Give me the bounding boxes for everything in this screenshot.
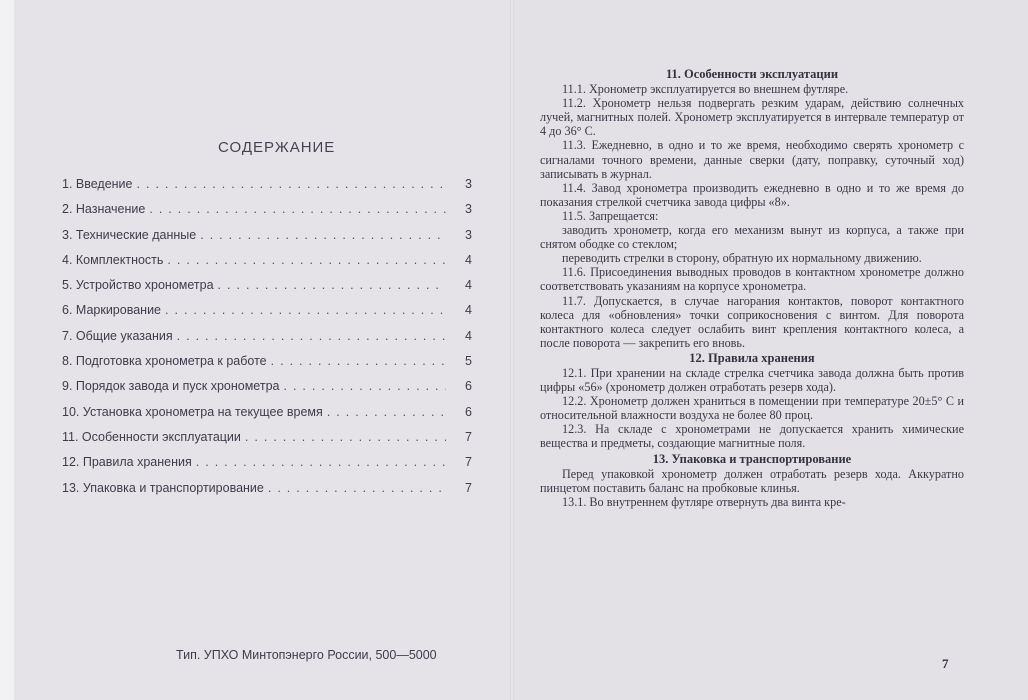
leader-dots [173,329,446,343]
contents-item-page: 4 [465,252,472,267]
contents-item-label: 2. Назначение [62,202,146,217]
paragraph-11-3: 11.3. Ежедневно, в одно и то же время, необходимо сверять хронометр с сигналами точного времени, данные сверки (дату, поправку, суточный ход) записывать в журнал. [540,138,964,181]
contents-item-page: 4 [465,278,472,293]
paragraph-11-5: 11.5. Запрещается: [562,208,659,223]
contents-item-page: 3 [465,227,472,242]
contents-item [62,354,482,379]
contents-item [62,379,482,404]
contents-item [62,405,482,430]
contents-item-label: 13. Упаковка и транспортирование [62,480,264,495]
contents-item-label: 6. Маркирование [62,303,161,318]
contents-item [62,177,482,202]
leader-dots [161,303,446,317]
contents-item [62,202,482,227]
contents-item [62,329,482,354]
paragraph-11-7: 11.7. Допускается, в случае нагорания контактов, поворот контактного колеса для «обновления» точки соприкосновения с винтом. Для поворота контактного колеса следует ослабить винт крепления контактного колеса, а после поворота — закрепить его вновь. [540,293,964,350]
section-12-heading: 12. Правила хранения [689,350,815,365]
paragraph-13-intro: Перед упаковкой хронометр должен отработать резерв хода. Аккуратно пинцетом поставить баланс на пробковые клинья. [540,466,964,495]
contents-item-page: 4 [465,303,472,318]
leader-dots [214,278,446,292]
contents-item [62,278,482,303]
leader-dots [267,354,446,368]
contents-item-label: 11. Особенности эксплуатации [62,429,241,444]
contents-item-label: 8. Подготовка хронометра к работе [62,354,267,369]
paragraph-11-4: 11.4. Завод хронометра производить ежедневно в одно и то же время до показания стрелкой счетчика завода цифры «8». [540,180,964,209]
paragraph-12-1: 12.1. При хранении на складе стрелка счетчика завода должна быть против цифры «56» (хронометр должен отработать резерв хода). [540,365,964,395]
contents-item-page: 5 [465,354,472,369]
leader-dots [196,228,446,242]
contents-item [62,228,482,253]
paragraph-11-5b: переводить стрелки в сторону, обратную их нормальному движению. [562,251,922,266]
contents-item [62,430,482,455]
contents-item [62,303,482,328]
contents-item-label: 4. Комплектность [62,252,164,267]
contents-title: СОДЕРЖАНИЕ [218,139,336,156]
paragraph-11-5a: заводить хронометр, когда его механизм вынут из корпуса, а также при снятом ободке со стеклом; [540,223,964,252]
contents-item-page: 7 [465,429,472,444]
paragraph-12-2: 12.2. Хронометр должен храниться в помещении при температуре 20±5° С и относительной влажности воздуха не более 80 проц. [540,394,964,423]
contents-item-label: 1. Введение [62,177,133,191]
page-fold [510,0,514,700]
contents-item-page: 3 [465,177,472,191]
leader-dots [279,379,446,393]
contents-item [62,253,482,278]
leader-dots [264,481,446,495]
contents-item-page: 4 [465,328,472,343]
leader-dots [241,430,446,444]
leader-dots [145,202,446,216]
contents-item-page: 7 [465,480,472,495]
contents-item-page: 6 [465,379,472,394]
leader-dots [163,253,446,267]
section-13-heading: 13. Упаковка и транспортирование [652,451,852,466]
printer-imprint: Тип. УПХО Минтопэнерго России, 500—5000 [176,648,437,662]
contents-item-page: 3 [465,202,472,217]
contents-item [62,455,482,480]
paragraph-11-1: 11.1. Хронометр эксплуатируется во внешнем футляре. [562,82,849,97]
contents-item-page: 7 [465,455,472,470]
paragraph-11-2: 11.2. Хронометр нельзя подвергать резким ударам, действию солнечных лучей, магнитных полей. Хронометр эксплуатируется в интервале температур от 4 до 36° С. [540,96,964,139]
contents-item [62,481,482,506]
page-number: 7 [942,656,949,671]
page-edge [0,0,14,700]
contents-item-label: 3. Технические данные [62,227,197,242]
section-11-heading: 11. Особенности эксплуатации [665,67,839,81]
contents-item-label: 12. Правила хранения [62,455,192,470]
leader-dots [133,177,447,191]
body-text [540,66,964,509]
paragraph-13-1: 13.1. Во внутреннем футляре отвернуть два винта кре- [562,494,846,509]
contents-item-label: 10. Установка хронометра на текущее время [62,404,323,419]
contents-item-label: 5. Устройство хронометра [62,278,214,293]
contents-item-label: 9. Порядок завода и пуск хронометра [62,379,280,394]
contents-item-label: 7. Общие указания [62,328,173,343]
leader-dots [192,455,446,469]
contents-item-page: 6 [465,404,472,419]
contents-list [62,177,482,506]
leader-dots [323,405,446,419]
paragraph-11-6: 11.6. Присоединения выводных проводов в контактном хронометре должно соответствовать указаниям на корпусе хронометра. [540,265,964,294]
paragraph-12-3: 12.3. На складе с хронометрами не допускается хранить химические вещества и предметы, создающие магнитные поля. [540,422,964,451]
